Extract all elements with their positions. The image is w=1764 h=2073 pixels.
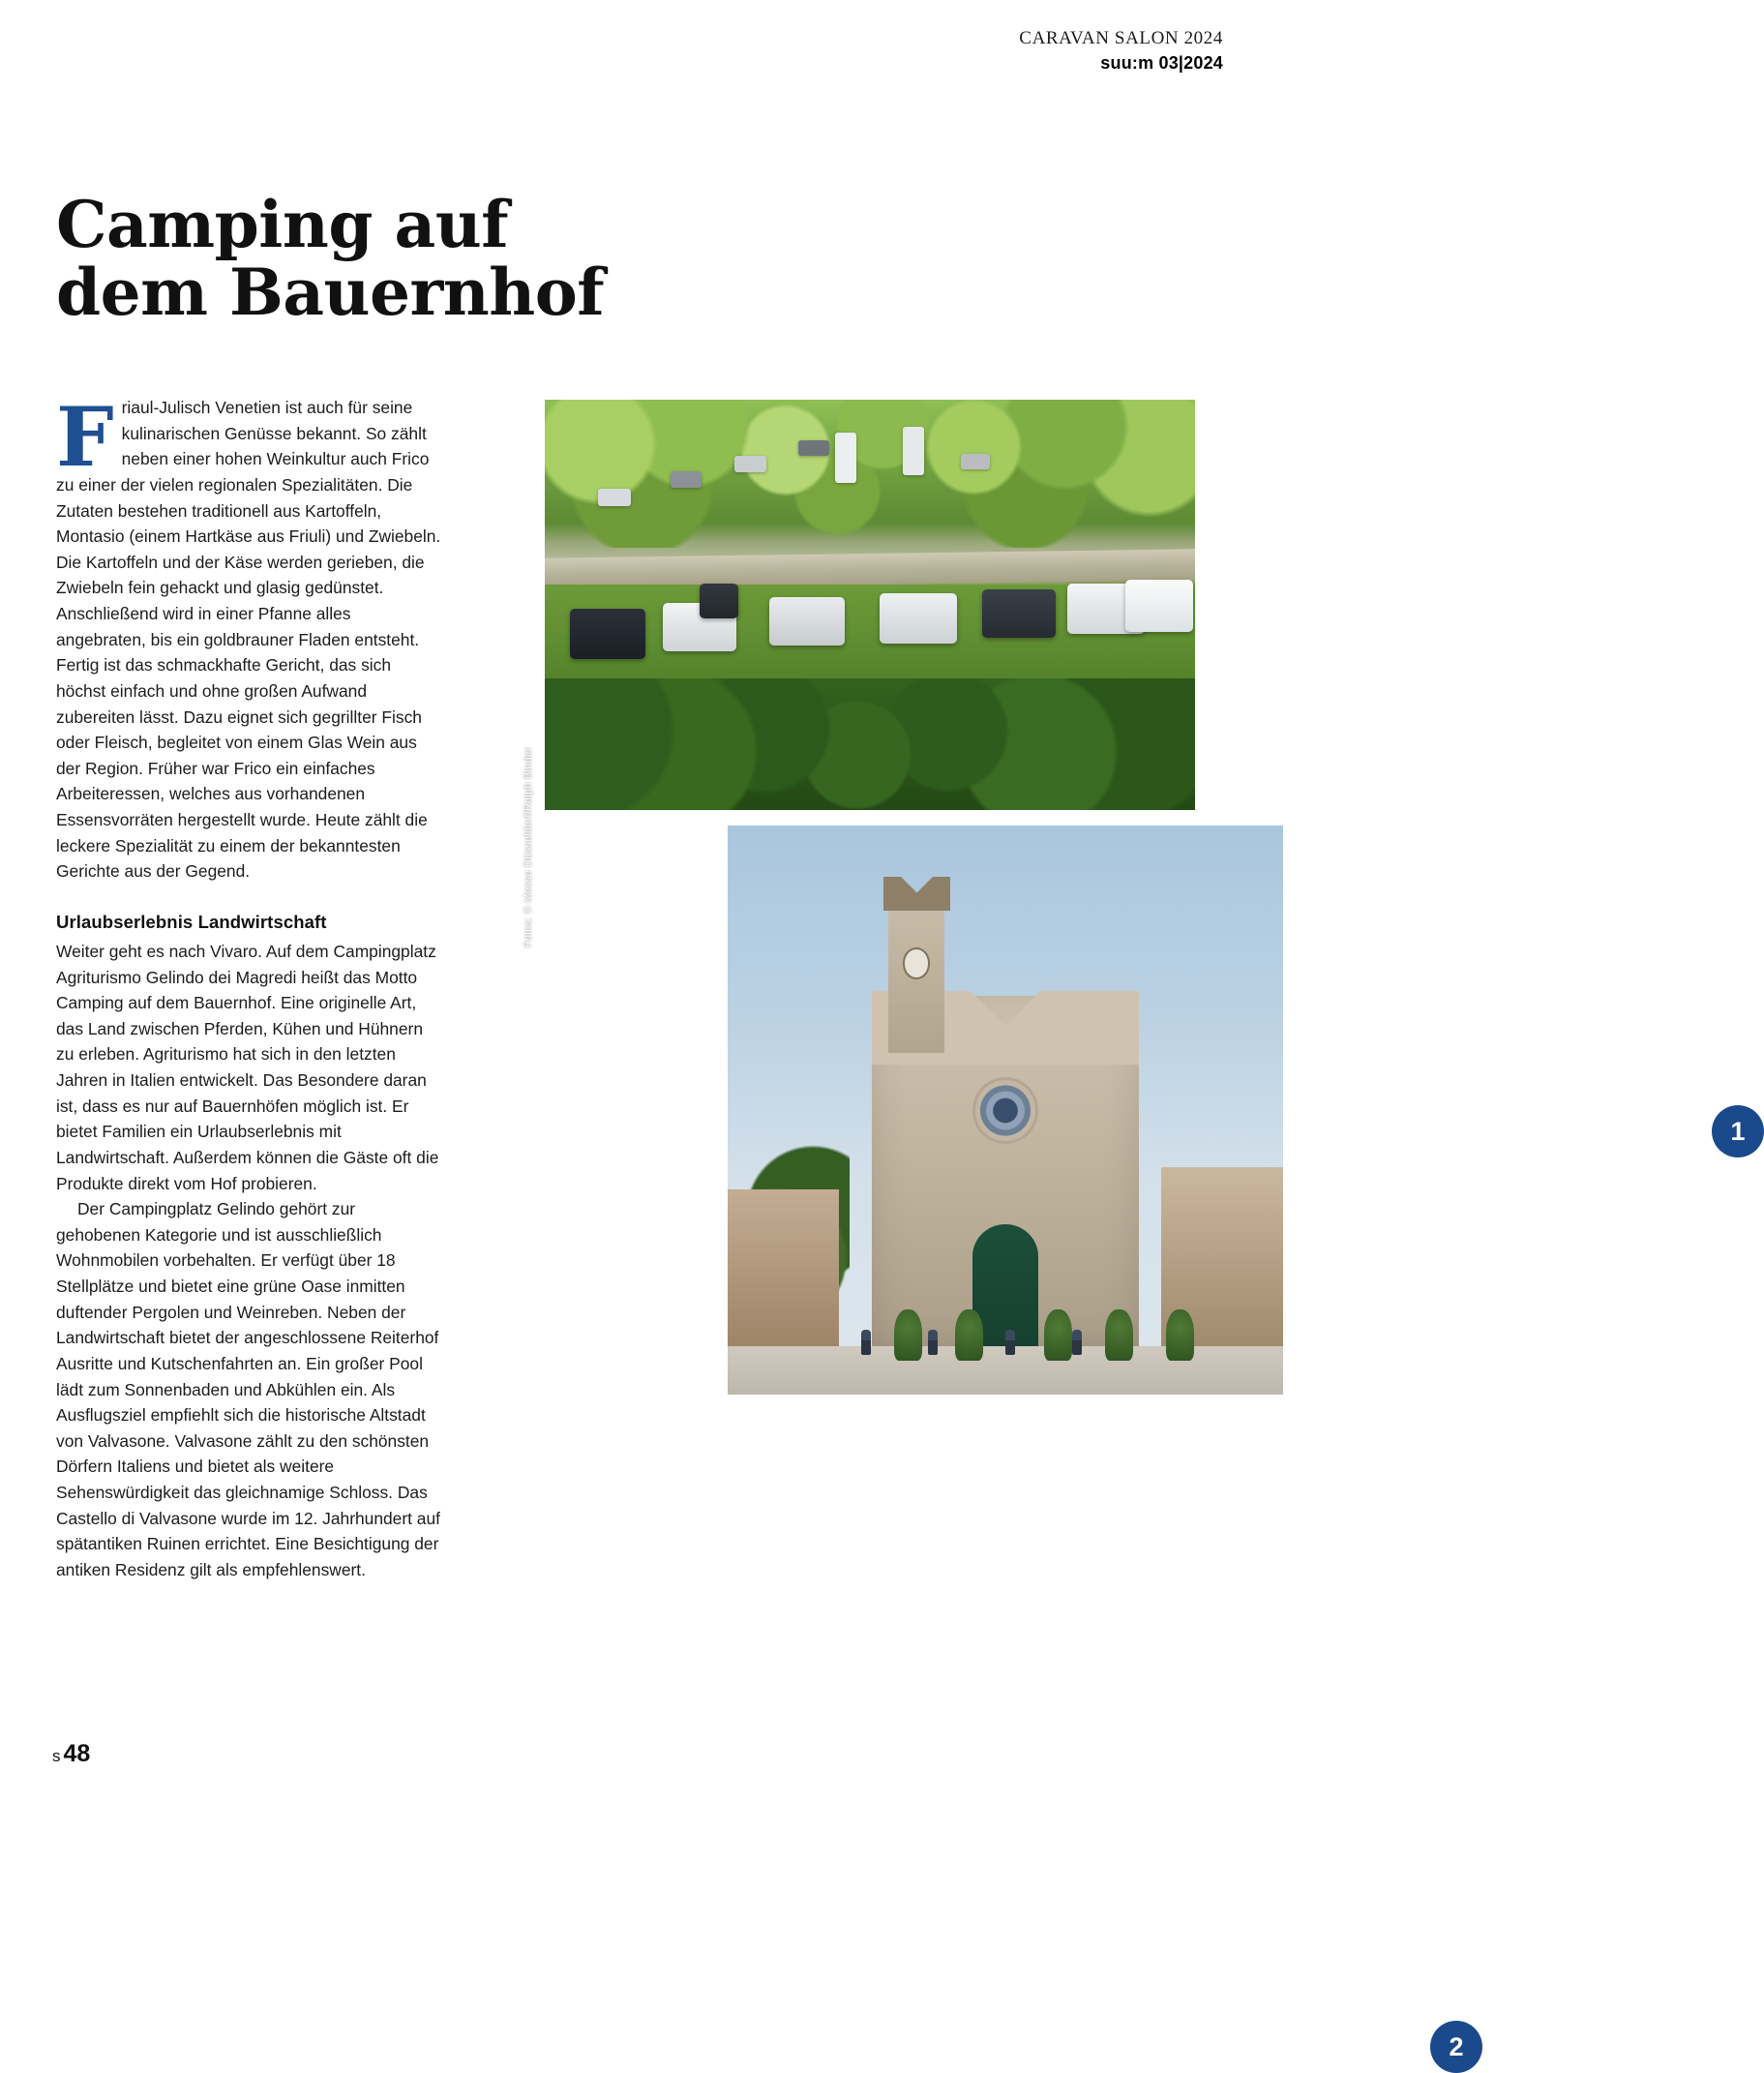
motorhome	[769, 597, 845, 646]
page-title	[56, 187, 733, 330]
motorhome	[1125, 580, 1193, 632]
parked-car	[798, 440, 829, 456]
parked-car	[671, 471, 702, 488]
drop-cap: F	[56, 389, 114, 485]
parked-car	[598, 489, 631, 506]
potted-shrub	[894, 1309, 922, 1361]
parked-car	[734, 456, 766, 472]
pedestrian	[861, 1330, 871, 1355]
paragraph-three: Der Campingplatz Gelindo gehört zur gehobenen Kategorie und ist ausschließlich Wohnmobilen vorbehalten. Er verfügt über 18 Stellplätze und bietet eine grüne Oase inmitten duftender Pergolen und Weinreben. Neben der Landwirtschaft bietet der angeschlossene Reiterhof Ausritte und Kutschenfahrten an. Ein großer Pool lädt zum Sonnenbaden und Abkühlen ein. Als Ausflugsziel empfiehlt sich die historische Altstadt von Valvasone. Valvasone zählt zu den schönsten Dörfern Italiens und bietet als weitere Sehenswürdigkeit das gleichnamige Schloss. Das Castello di Valvasone wurde im 12. Jahrhundert auf spätantiken Ruinen errichtet. Eine Besichtigung der antiken Residenz gilt als empfehlenswert.	[56, 1199, 440, 1579]
figure-badge-2: 2	[1430, 2021, 1482, 2073]
rose-window	[972, 1077, 1039, 1144]
potted-shrub	[1166, 1309, 1194, 1361]
potted-shrub	[1044, 1309, 1072, 1361]
folio-page-number: 48	[63, 1740, 91, 1767]
running-head	[1019, 27, 1223, 74]
headline-line-1: Camping auf	[56, 187, 509, 262]
potted-shrub	[955, 1309, 983, 1361]
pedestrian	[1072, 1330, 1082, 1355]
motorhome	[700, 584, 738, 618]
running-head-issue: CARAVAN SALON 2024	[1019, 28, 1223, 48]
tree-canopy	[545, 400, 1195, 548]
motorhome	[982, 589, 1056, 638]
potted-shrub	[1105, 1309, 1133, 1361]
pedestrian	[1005, 1330, 1015, 1355]
figure-aerial-campsite	[545, 400, 1746, 1146]
hedge-row	[545, 678, 1195, 810]
parked-caravan	[903, 427, 924, 475]
photo-credit: Fotos: © Messe Düsseldorf/Ralph Binder	[523, 747, 534, 948]
running-head-magazine: suu:m 03|2024	[1100, 52, 1223, 73]
paragraph-two: Weiter geht es nach Vivaro. Auf dem Campingplatz Agriturismo Gelindo dei Magredi heißt das Motto Camping auf dem Bauernhof. Eine originelle Art, das Land zwischen Pferden, Kühen und Hühnern zu erleben. Agriturismo hat sich in den letzten Jahren in Italien entwickelt. Das Besondere daran ist, dass es nur auf Bauernhöfen möglich ist. Er bietet Familien ein Urlaubserlebnis mit Landwirtschaft. Außerdem können die Gäste oft die Produkte direkt vom Hof probieren.	[56, 941, 439, 1193]
parked-car	[961, 454, 990, 469]
article-body	[56, 389, 443, 1583]
paragraph-intro	[56, 389, 443, 885]
bell-tower-roof	[883, 877, 950, 911]
folio-prefix: s	[52, 1747, 61, 1765]
section-subheading: Urlaubserlebnis Landwirtschaft	[56, 911, 327, 932]
motorhome	[570, 609, 645, 659]
tower-clock	[903, 947, 931, 979]
parked-caravan	[835, 433, 856, 483]
motorhome	[880, 593, 957, 644]
pedestrian	[928, 1330, 938, 1355]
paragraph-intro-text: riaul-Julisch Venetien ist auch für seine kulinarischen Genüsse bekannt. So zählt neben einer hohen Weinkultur auch Frico zu einer der vielen regionalen Spezialitäten. Die Zutaten bestehen traditionell aus Kartoffeln, Montasio (einem Hartkäse aus Friuli) und Zwiebeln. Die Kartoffeln und der Käse werden gerieben, die Zwiebeln fein gehackt und glasig gedünstet. Anschließend wird in einer Pfanne alles angebraten, bis ein goldbrauner Fladen entsteht. Fertig ist das schmackhafte Gericht, das sich höchst einfach und ohne großen Aufwand zubereiten lässt. Dazu eignet sich gegrillter Fisch oder Fleisch, begleitet von einem Glas Wein aus der Region. Früher war Frico ein einfaches Arbeiteressen, welches aus vorhandenen Essensvorräten hergestellt wurde. Heute zählt die leckere Spezialität zu einem der bekanntesten Gerichte aus der Gegend.	[56, 398, 441, 882]
bell-tower	[888, 905, 943, 1053]
page-folio	[52, 1740, 90, 1768]
figure-badge-1: 1	[1712, 1105, 1764, 1157]
adjacent-building-left	[728, 1189, 839, 1349]
figure-church-valvasone	[728, 826, 1464, 2061]
headline-line-2: dem Bauernhof	[56, 254, 605, 330]
